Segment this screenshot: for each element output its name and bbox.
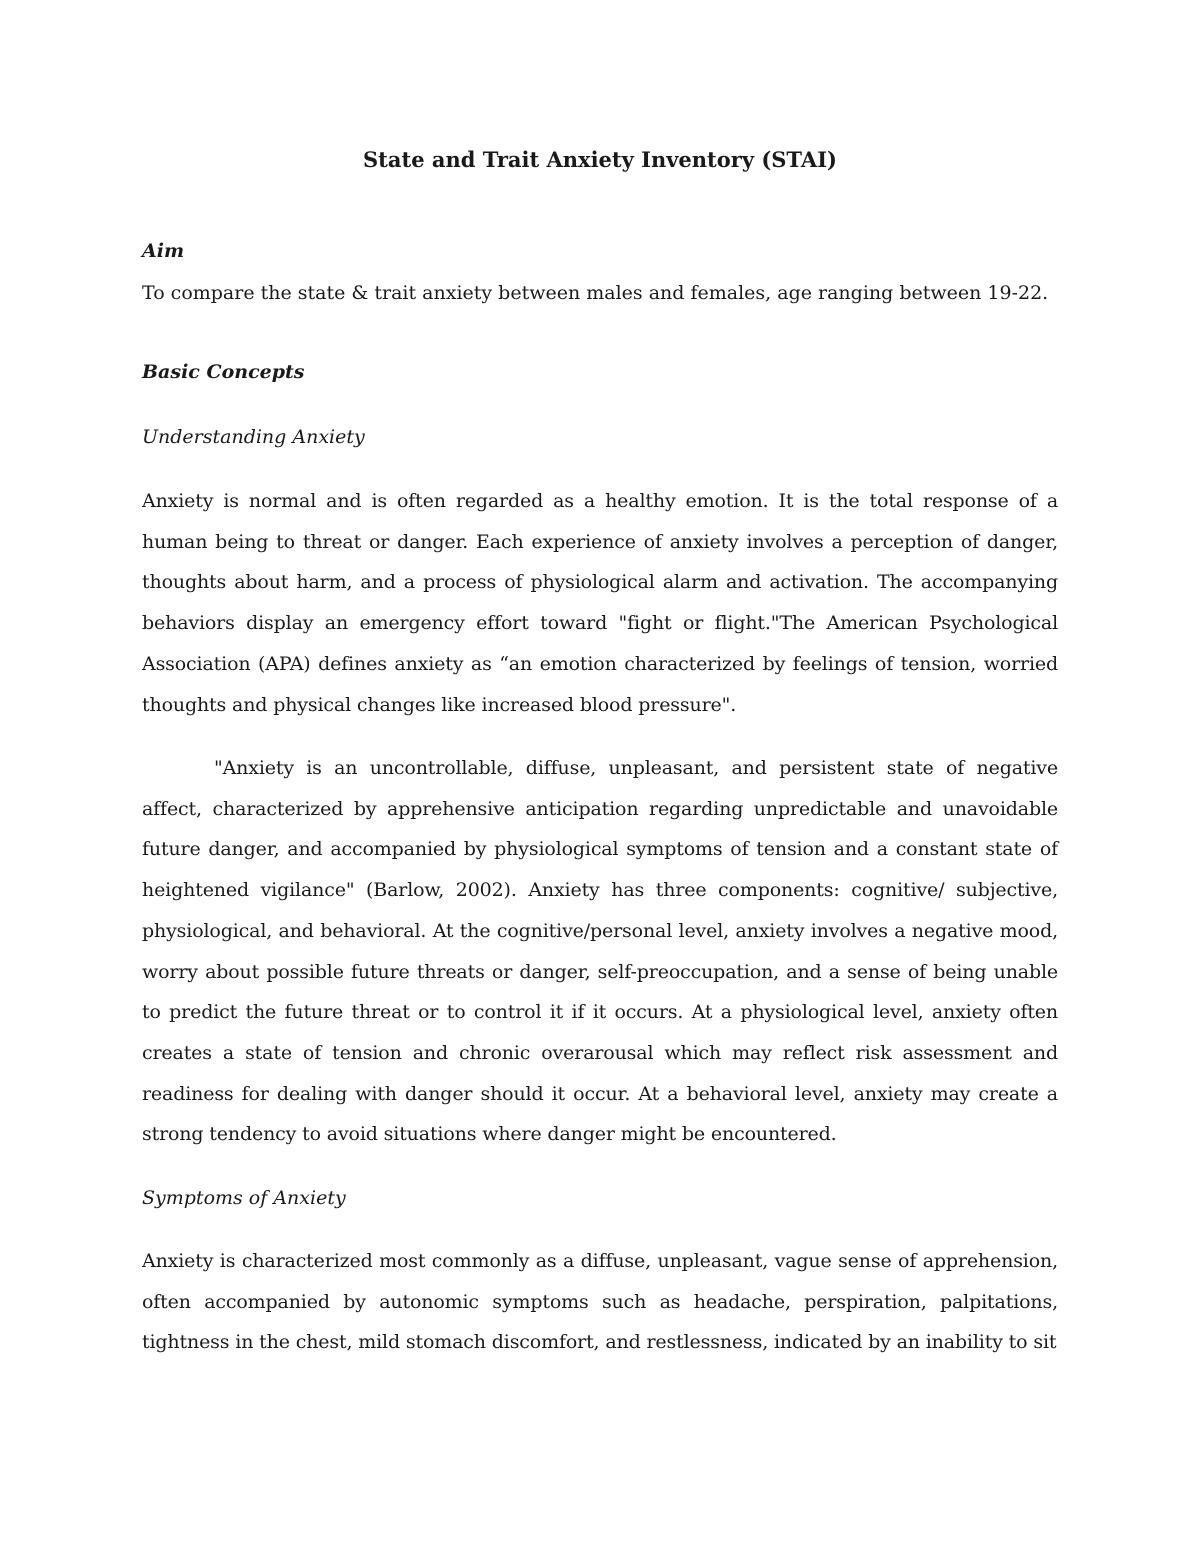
understanding-anxiety-heading: Understanding Anxiety: [142, 426, 365, 448]
basic-concepts-heading: Basic Concepts: [142, 361, 305, 383]
aim-text: To compare the state & trait anxiety between males and females, age ranging between 19-22.: [142, 282, 1049, 304]
document-title: State and Trait Anxiety Inventory (STAI): [363, 147, 837, 172]
understanding-anxiety-paragraph-1: Anxiety is normal and is often regarded as a healthy emotion. It is the total response of a human being to threat or danger. Each experience of anxiety involves a perception of danger, thoughts about harm, and a process of physiological alarm and activation. The accompanying behaviors display an emergency effort toward "fight or flight."The American Psychological Association (APA) defines anxiety as “an emotion characterized by feelings of tension, worried thoughts and physical changes like increased blood pressure".: [142, 490, 1058, 716]
symptoms-heading: Symptoms of Anxiety: [142, 1187, 346, 1209]
symptoms-paragraph-1: Anxiety is characterized most commonly as a diffuse, unpleasant, vague sense of apprehension, often accompanied by autonomic symptoms such as headache, perspiration, palpitations, tightness in the chest, mild stomach discomfort, and restlessness, indicated by an inability to sit: [142, 1250, 1058, 1354]
understanding-anxiety-paragraph-2: "Anxiety is an uncontrollable, diffuse, unpleasant, and persistent state of negative affect, characterized by apprehensive anticipation regarding unpredictable and unavoidable future danger, and accompanied by physiological symptoms of tension and a constant state of heightened vigilance" (Barlow, 2002). Anxiety has three components: cognitive/ subjective, physiological, and behavioral. At the cognitive/personal level, anxiety involves a negative mood, worry about possible future threats or danger, self-preoccupation, and a sense of being unable to predict the future threat or to control it if it occurs. At a physiological level, anxiety often creates a state of tension and chronic overarousal which may reflect risk assessment and readiness for dealing with danger should it occur. At a behavioral level, anxiety may create a strong tendency to avoid situations where danger might be encountered.: [142, 757, 1058, 1146]
aim-heading: Aim: [142, 240, 185, 262]
